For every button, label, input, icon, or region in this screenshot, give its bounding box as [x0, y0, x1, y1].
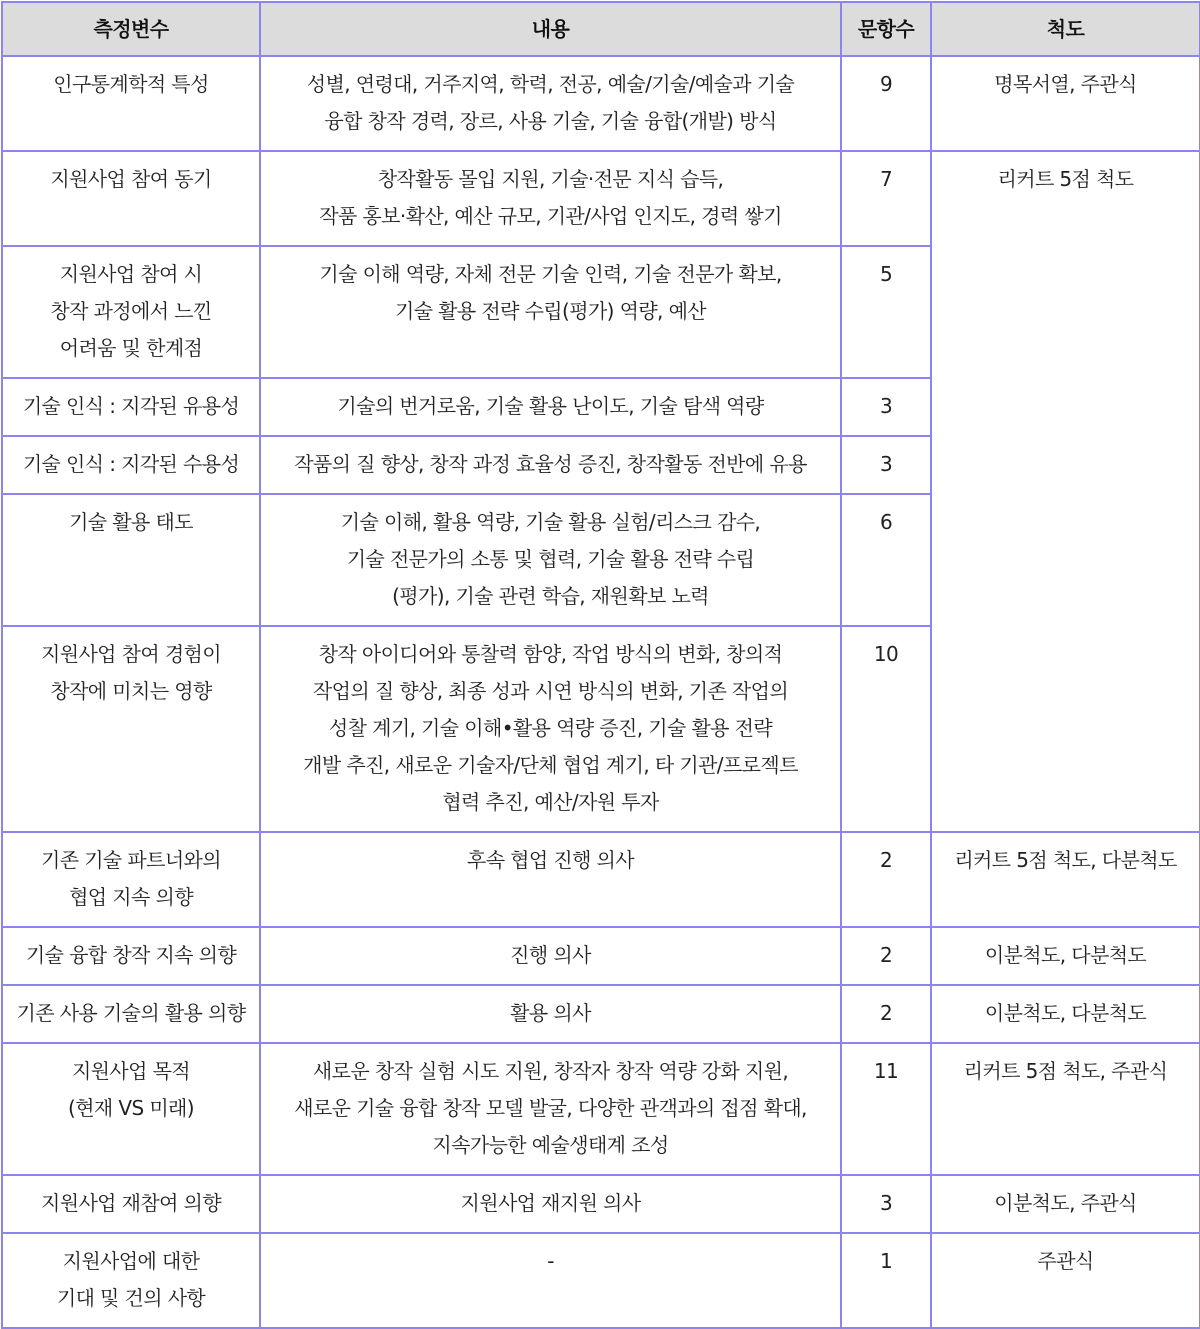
content-cell: 창작 아이디어와 통찰력 함양, 작업 방식의 변화, 창의적 작업의 질 향상, 최종 성과 시연 방식의 변화, 기존 작업의 성찰 계기, 기술 이해•활용 역량 증진, 기술 활용 전략 개발 추진, 새로운 기술자/단체 협업 계기, 타 기관/프로젝트 협력 추진, 예산/자원 투자: [260, 626, 841, 832]
scale-cell: 리커트 5점 척도, 주관식: [931, 1043, 1200, 1175]
table-row: [2, 1233, 1200, 1328]
variable-cell: 지원사업에 대한 기대 및 건의 사항: [2, 1233, 260, 1328]
scale-cell: 이분척도, 다분척도: [931, 985, 1200, 1043]
item-count-cell: 1: [841, 1233, 931, 1328]
item-count-cell: 3: [841, 436, 931, 494]
item-count-cell: 3: [841, 1175, 931, 1233]
scale-cell-merged: 리커트 5점 척도: [931, 151, 1200, 832]
content-cell: 지원사업 재지원 의사: [260, 1175, 841, 1233]
survey-variable-table: [1, 1, 1200, 1329]
item-count-cell: 2: [841, 927, 931, 985]
variable-cell: 지원사업 참여 동기: [2, 151, 260, 246]
item-count-cell: 2: [841, 832, 931, 927]
table-row: [2, 1175, 1200, 1233]
content-cell: -: [260, 1233, 841, 1328]
item-count-cell: 10: [841, 626, 931, 832]
variable-cell: 지원사업 참여 시 창작 과정에서 느낀 어려움 및 한계점: [2, 246, 260, 378]
scale-cell: 이분척도, 다분척도: [931, 927, 1200, 985]
variable-cell: 지원사업 목적 (현재 VS 미래): [2, 1043, 260, 1175]
variable-cell: 기술 활용 태도: [2, 494, 260, 626]
header-item-count: 문항수: [841, 2, 931, 56]
variable-cell: 지원사업 재참여 의향: [2, 1175, 260, 1233]
table-header-row: [2, 2, 1200, 56]
content-cell: 활용 의사: [260, 985, 841, 1043]
content-cell: 기술 이해, 활용 역량, 기술 활용 실험/리스크 감수, 기술 전문가의 소통 및 협력, 기술 활용 전략 수립 (평가), 기술 관련 학습, 재원확보 노력: [260, 494, 841, 626]
content-cell: 후속 협업 진행 의사: [260, 832, 841, 927]
content-cell: 창작활동 몰입 지원, 기술·전문 지식 습득, 작품 홍보·확산, 예산 규모, 기관/사업 인지도, 경력 쌓기: [260, 151, 841, 246]
scale-cell: 리커트 5점 척도, 다분척도: [931, 832, 1200, 927]
scale-cell: 주관식: [931, 1233, 1200, 1328]
item-count-cell: 9: [841, 56, 931, 151]
content-cell: 성별, 연령대, 거주지역, 학력, 전공, 예술/기술/예술과 기술 융합 창작 경력, 장르, 사용 기술, 기술 융합(개발) 방식: [260, 56, 841, 151]
table-row: [2, 56, 1200, 151]
content-cell: 진행 의사: [260, 927, 841, 985]
variable-cell: 기존 기술 파트너와의 협업 지속 의향: [2, 832, 260, 927]
header-variable: 측정변수: [2, 2, 260, 56]
header-scale: 척도: [931, 2, 1200, 56]
item-count-cell: 6: [841, 494, 931, 626]
variable-cell: 기술 인식 : 지각된 유용성: [2, 378, 260, 436]
table-row: [2, 1043, 1200, 1175]
item-count-cell: 2: [841, 985, 931, 1043]
variable-cell: 기술 인식 : 지각된 수용성: [2, 436, 260, 494]
item-count-cell: 5: [841, 246, 931, 378]
scale-cell: 명목서열, 주관식: [931, 56, 1200, 151]
header-content: 내용: [260, 2, 841, 56]
content-cell: 기술 이해 역량, 자체 전문 기술 인력, 기술 전문가 확보, 기술 활용 전략 수립(평가) 역량, 예산: [260, 246, 841, 378]
variable-cell: 기존 사용 기술의 활용 의향: [2, 985, 260, 1043]
table-row: [2, 832, 1200, 927]
item-count-cell: 11: [841, 1043, 931, 1175]
variable-cell: 기술 융합 창작 지속 의향: [2, 927, 260, 985]
scale-cell: 이분척도, 주관식: [931, 1175, 1200, 1233]
table-row: [2, 985, 1200, 1043]
content-cell: 작품의 질 향상, 창작 과정 효율성 증진, 창작활동 전반에 유용: [260, 436, 841, 494]
variable-cell: 인구통계학적 특성: [2, 56, 260, 151]
table-row: [2, 151, 1200, 246]
item-count-cell: 7: [841, 151, 931, 246]
content-cell: 기술의 번거로움, 기술 활용 난이도, 기술 탐색 역량: [260, 378, 841, 436]
content-cell: 새로운 창작 실험 시도 지원, 창작자 창작 역량 강화 지원, 새로운 기술 융합 창작 모델 발굴, 다양한 관객과의 접점 확대, 지속가능한 예술생태계 조성: [260, 1043, 841, 1175]
variable-cell: 지원사업 참여 경험이 창작에 미치는 영향: [2, 626, 260, 832]
table-row: [2, 927, 1200, 985]
item-count-cell: 3: [841, 378, 931, 436]
